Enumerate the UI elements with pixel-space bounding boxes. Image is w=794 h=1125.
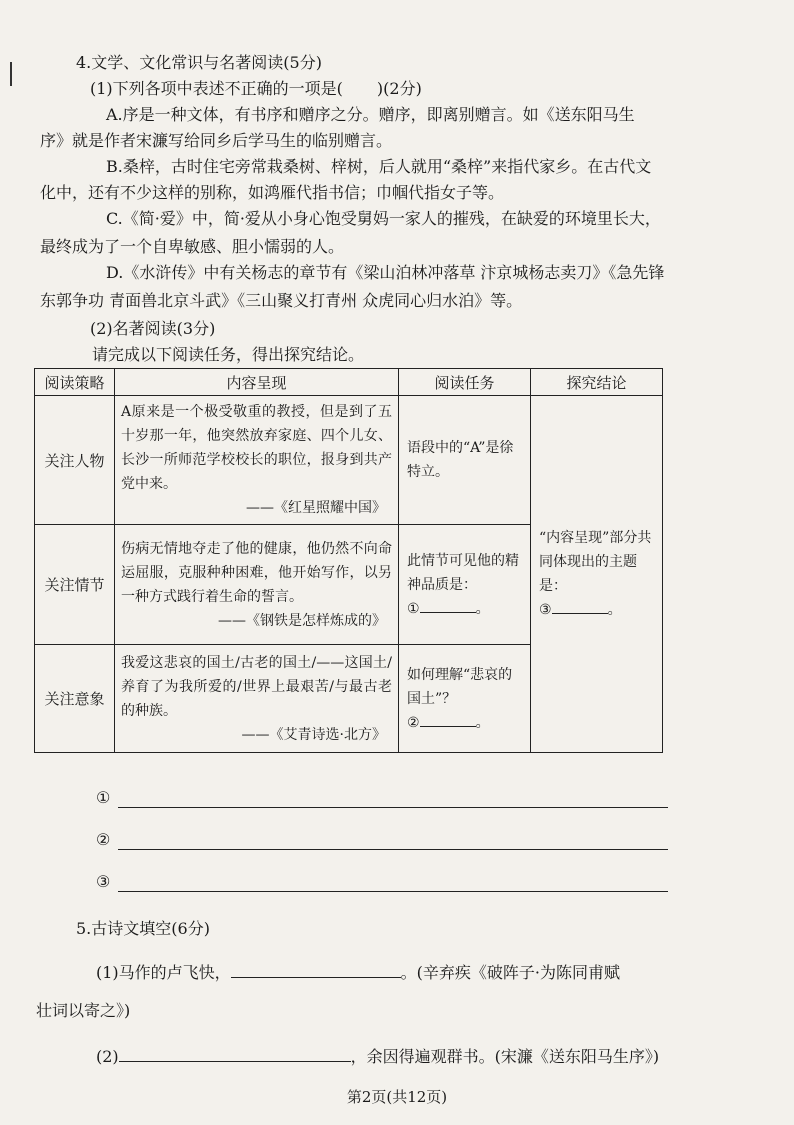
section5-q2-blank[interactable]: [119, 1061, 351, 1062]
task-blank-number: ②: [407, 714, 420, 731]
q1-option-a-line2: 序》就是作者宋濂写给同乡后学马生的临别赠言。: [40, 131, 393, 150]
edge-mark: [10, 62, 12, 86]
q1-prompt-text: (1)下列各项中表述不正确的一项是(: [90, 79, 343, 98]
header-task: 阅读任务: [399, 369, 531, 396]
task-cell: [399, 645, 531, 753]
task-text: 此情节可见他的精神品质是：: [407, 552, 519, 593]
task-answer-blank[interactable]: [420, 612, 476, 613]
strategy-cell: 关注意象: [35, 645, 115, 753]
answer-line-3[interactable]: [118, 890, 668, 892]
answer-line-2[interactable]: [118, 848, 668, 850]
section5-title: 5.古诗文填空(6分): [76, 919, 210, 938]
answer-number: ①: [96, 788, 111, 807]
conclusion-blank-number: ③: [539, 602, 552, 618]
reading-table: [34, 368, 663, 753]
section5-q1: [96, 962, 620, 984]
content-source: ——《钢铁是怎样炼成的》: [218, 612, 386, 629]
section5-q2-post: ，余因得遍观群书。(宋濂《送东阳马生序》): [350, 1047, 660, 1066]
page-footer: 第2页(共12页): [346, 1088, 448, 1106]
conclusion-period: 。: [607, 602, 622, 618]
reading-table-header: [35, 369, 663, 396]
strategy-cell: 关注人物: [35, 396, 115, 525]
q1-option-c-line1: C.《简·爱》中，简·爱从小身心饱受舅妈一家人的摧残，在缺爱的环境里长大，: [106, 209, 661, 228]
task-answer-blank[interactable]: [420, 726, 476, 727]
section5-q1-blank[interactable]: [231, 977, 401, 978]
task-cell: [399, 525, 531, 645]
q1-option-b-line2: 化中，还有不少这样的别称，如鸿雁代指书信；巾帼代指女子等。: [40, 183, 505, 202]
content-cell: [115, 645, 399, 753]
content-text: 我爱这悲哀的国土/古老的国土/——这国土/养育了为我所爱的/世界上最艰苦/与最古老的种族。: [121, 654, 392, 719]
task-blank-number: ①: [407, 600, 420, 617]
q1-option-b-line1: B.桑梓，古时住宅旁常栽桑树、梓树，后人就用“桑梓”来指代家乡。在古代文: [106, 157, 652, 176]
content-cell: [115, 525, 399, 645]
q2-instruction: 请完成以下阅读任务，得出探究结论。: [92, 345, 365, 364]
section5-q1-continued: 壮词以寄之》): [36, 1001, 131, 1020]
strategy-cell: 关注情节: [35, 525, 115, 645]
header-conclusion: 探究结论: [531, 369, 663, 396]
content-source: ——《红星照耀中国》: [246, 500, 386, 516]
table-row: [35, 396, 663, 525]
answer-number: ③: [96, 872, 111, 891]
task-cell: 语段中的“A”是徐特立。: [399, 396, 531, 525]
content-text: A原来是一个极受敬重的教授，但是到了五十岁那一年，他突然放弃家庭、四个儿女、长沙一所师范学校校长的职位，报身到共产党中来。: [121, 404, 392, 492]
task-period: 。: [475, 714, 490, 731]
q1-prompt-score: )(2分): [376, 79, 422, 98]
q1-option-d-line1: D.《水浒传》中有关杨志的章节有《梁山泊林冲落草 汴京城杨志卖刀》《急先锋: [106, 263, 665, 282]
q2-title: (2)名著阅读(3分): [90, 319, 216, 338]
header-content: 内容呈现: [115, 369, 399, 396]
answer-number: ②: [96, 830, 111, 849]
conclusion-answer-blank[interactable]: [552, 613, 608, 614]
q1-option-a-line1: A.序是一种文体，有书序和赠序之分。赠序，即离别赠言。如《送东阳马生: [106, 105, 635, 124]
answer-line-1[interactable]: [118, 806, 668, 808]
conclusion-text: “内容呈现”部分共同体现出的主题是：: [539, 530, 652, 594]
content-source: ——《艾青诗选·北方》: [241, 726, 386, 743]
section5-q2-pre: (2): [96, 1047, 119, 1066]
section5-q1-post: 。(辛弃疾《破阵子·为陈同甫赋: [400, 963, 621, 982]
conclusion-cell: [531, 396, 663, 753]
section4-title: 4.文学、文化常识与名著阅读(5分): [76, 53, 322, 72]
task-period: 。: [475, 600, 490, 617]
q1-option-c-line2: 最终成为了一个自卑敏感、胆小懦弱的人。: [40, 237, 345, 256]
section5-q1-pre: (1)马作的卢飞快，: [96, 963, 231, 982]
task-text: 如何理解“悲哀的国土”？: [407, 666, 513, 707]
content-text: 伤病无情地夺走了他的健康，他仍然不向命运屈服，克服种种困难，他开始写作，以另一种方式践行着生命的誓言。: [121, 540, 392, 605]
section5-q2: [96, 1046, 659, 1068]
header-strategy: 阅读策略: [35, 369, 115, 396]
q1-option-d-line2: 东郭争功 青面兽北京斗武》《三山聚义打青州 众虎同心归水泊》等。: [40, 291, 523, 310]
q1-prompt: [90, 78, 422, 100]
content-cell: [115, 396, 399, 525]
